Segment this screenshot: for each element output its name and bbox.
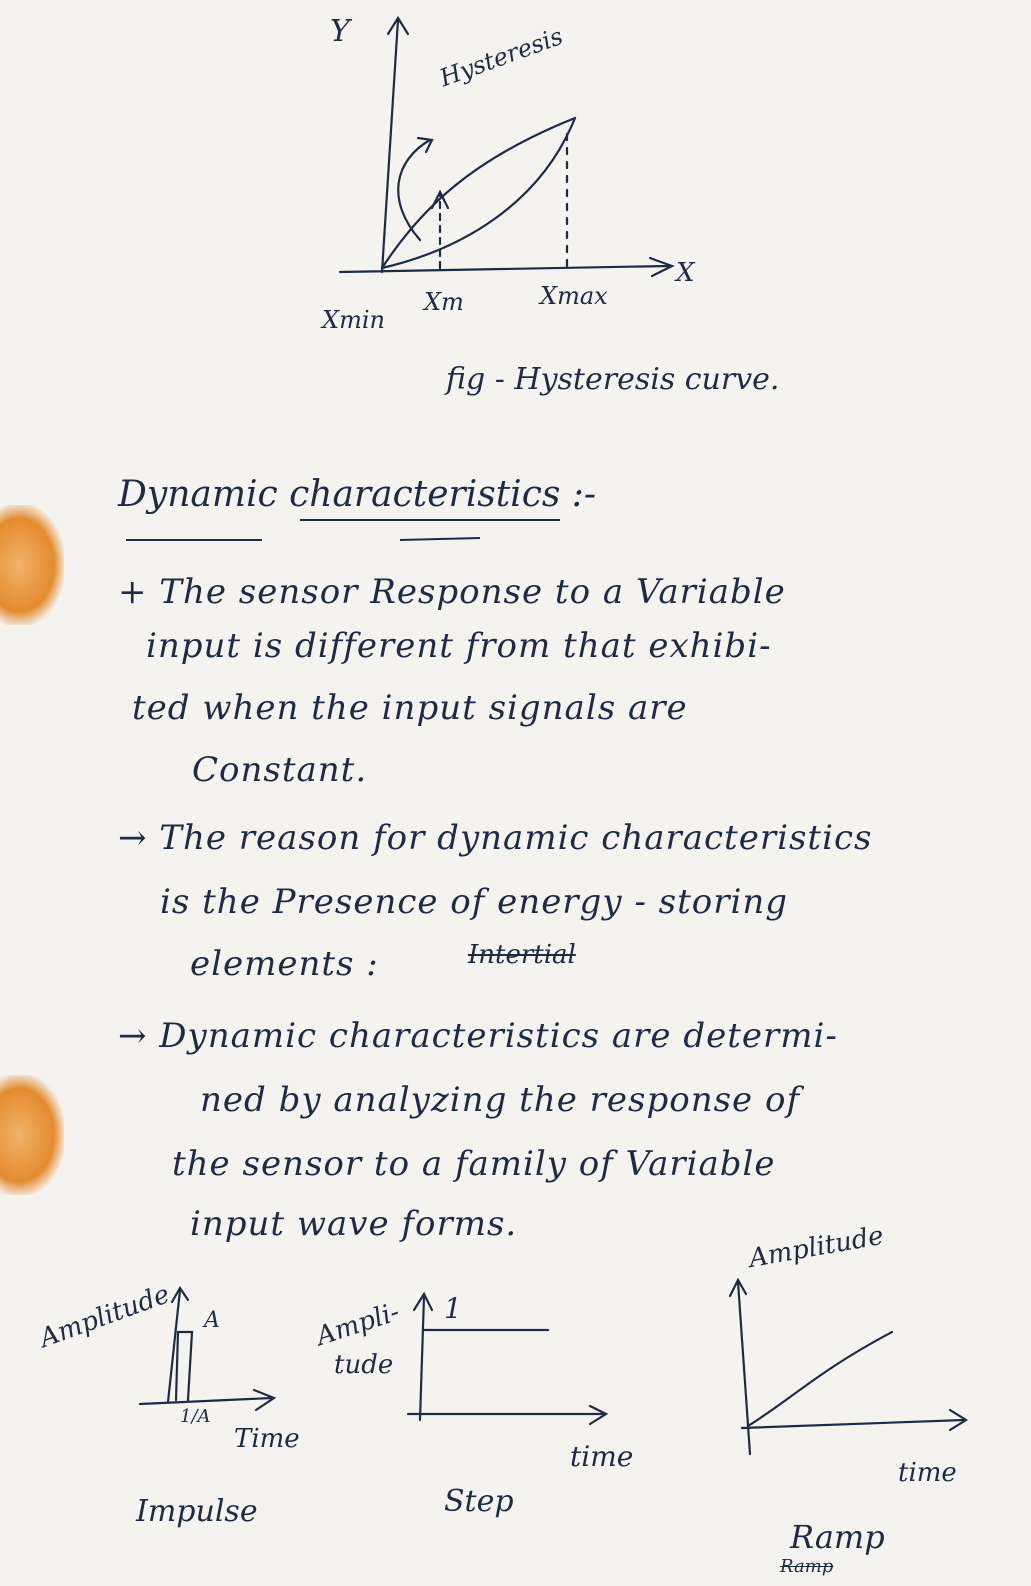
- step-y-label-1: Ampli-: [312, 1297, 404, 1352]
- body-line-6: is the Presence of energy - storing: [160, 882, 789, 922]
- body-line-2: input is different from that exhibi-: [146, 626, 772, 666]
- ramp-line: [748, 1332, 892, 1426]
- struck-word: Intertial: [468, 940, 576, 970]
- section-heading: Dynamic characteristics :-: [118, 474, 597, 515]
- step-y-label-2: tude: [334, 1350, 394, 1380]
- body-line-3: ted when the input signals are: [132, 688, 688, 728]
- body-line-4: Constant.: [192, 750, 368, 790]
- ramp-x-axis: [742, 1420, 964, 1428]
- y-axis-label: Y: [330, 14, 350, 49]
- impulse-y-label: Amplitude: [35, 1279, 174, 1354]
- step-level-label: 1: [444, 1292, 462, 1325]
- ramp-y-label: Amplitude: [746, 1220, 886, 1274]
- ramp-name-struck: Ramp: [780, 1556, 834, 1577]
- body-line-11: input wave forms.: [190, 1204, 518, 1244]
- ramp-x-label: time: [898, 1458, 957, 1488]
- body-line-9: ned by analyzing the response of: [200, 1080, 801, 1120]
- impulse-width-label: 1/A: [180, 1406, 211, 1427]
- body-line-7: elements :: [190, 944, 379, 984]
- xmax-label: Xmax: [540, 282, 608, 310]
- impulse-peak-label: A: [204, 1308, 220, 1333]
- body-line-10: the sensor to a family of Variable: [172, 1144, 776, 1184]
- step-x-label: time: [570, 1440, 634, 1473]
- x-axis-label: X: [676, 258, 695, 288]
- hysteresis-label: Hysteresis: [436, 22, 567, 93]
- impulse-name: Impulse: [136, 1494, 258, 1529]
- xm-label: Xm: [424, 288, 464, 316]
- body-line-8: → Dynamic characteristics are determi-: [118, 1016, 838, 1056]
- impulse-x-arrow: [254, 1390, 274, 1410]
- impulse-x-label: Time: [234, 1424, 300, 1454]
- step-y-axis: [420, 1296, 424, 1420]
- impulse-x-axis: [140, 1398, 272, 1404]
- body-line-1: + The sensor Response to a Variable: [118, 572, 786, 612]
- body-line-5: → The reason for dynamic characteristics: [118, 818, 873, 858]
- impulse-pulse: [176, 1332, 192, 1400]
- ramp-name: Ramp: [790, 1518, 885, 1556]
- figure-caption: fig - Hysteresis curve.: [446, 362, 780, 397]
- xmin-label: Xmin: [322, 306, 385, 334]
- step-name: Step: [444, 1484, 514, 1519]
